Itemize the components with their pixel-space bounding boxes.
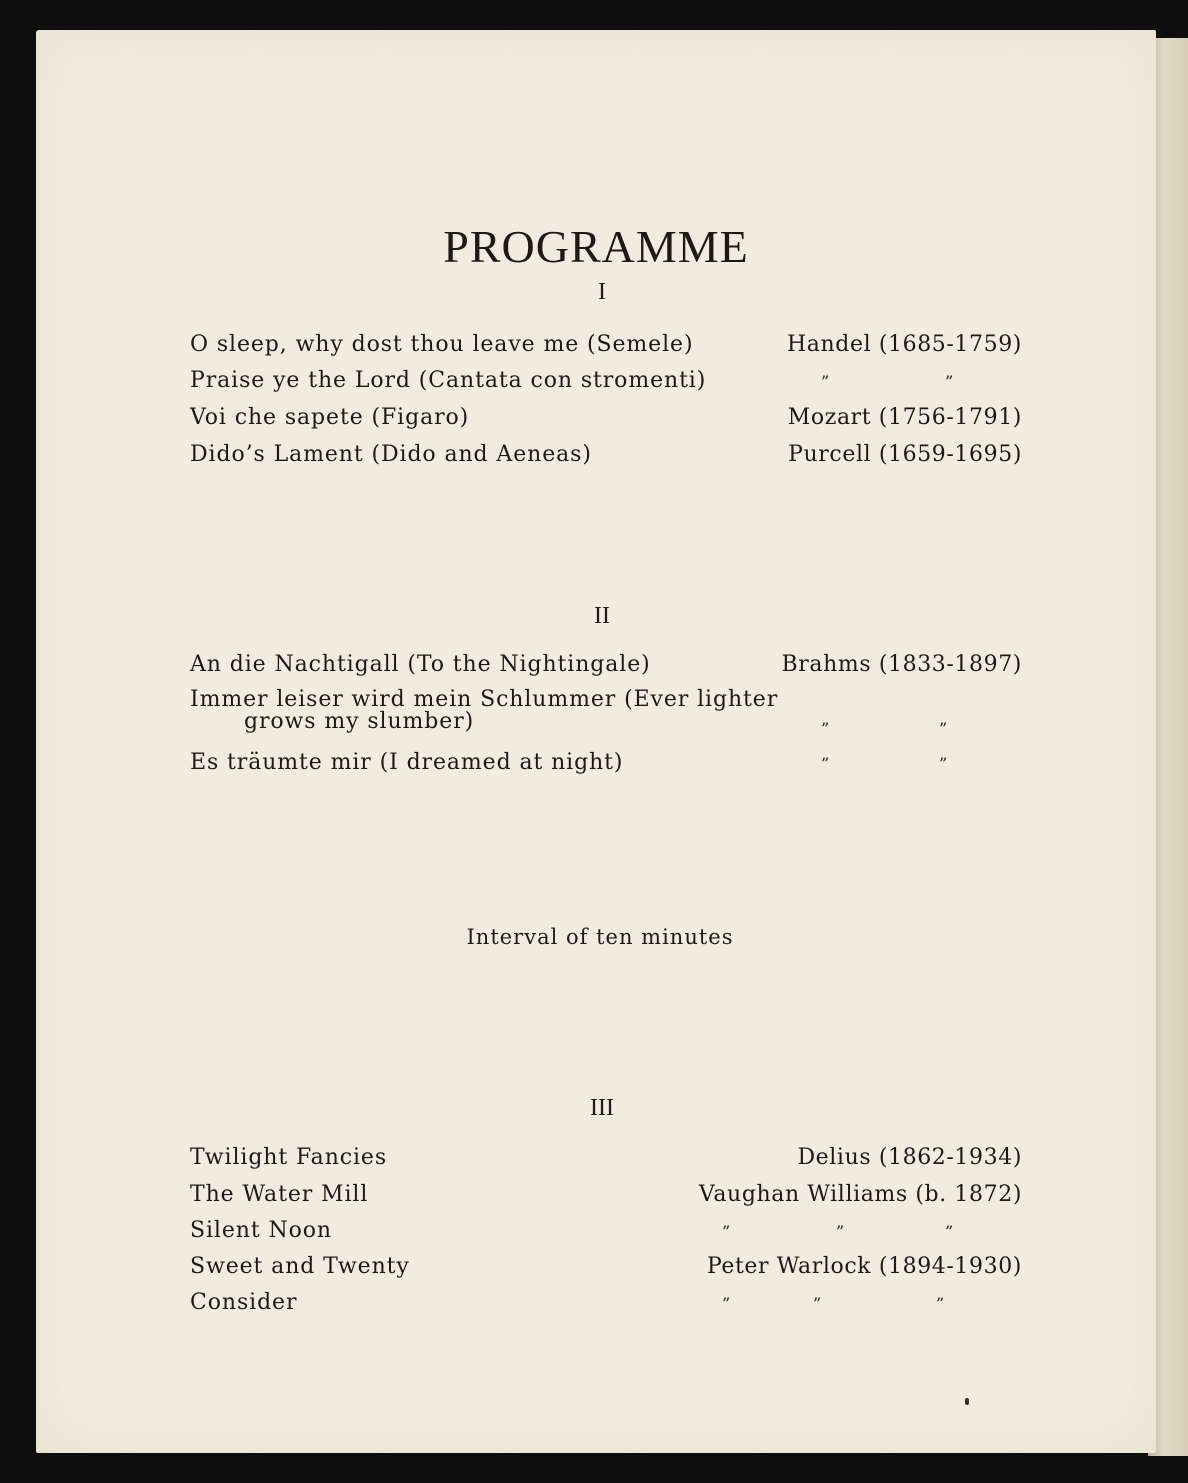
- song-title-line-2: grows my slumber): [244, 709, 475, 734]
- composer: Peter Warlock (1894-1930): [706, 1254, 1022, 1279]
- ditto-mark: ”: [945, 1222, 954, 1241]
- song-title: Praise ye the Lord (Cantata con stromenti): [190, 368, 707, 393]
- programme-item: [190, 1180, 1022, 1216]
- song-title: Es träumte mir (I dreamed at night): [190, 750, 624, 775]
- ditto-mark: ”: [945, 372, 954, 391]
- programme-item: [190, 1252, 1022, 1288]
- ditto-mark: ”: [836, 1222, 845, 1241]
- ditto-mark: ”: [813, 1294, 822, 1313]
- programme-item: [190, 1143, 1022, 1179]
- song-title: Silent Noon: [190, 1218, 332, 1243]
- ditto-mark: ”: [936, 1294, 945, 1313]
- page-title: PROGRAMME: [443, 221, 749, 272]
- ditto-mark: ”: [821, 754, 830, 773]
- paper-speck: [965, 1398, 969, 1405]
- programme-item: [190, 689, 1022, 737]
- programme-item: [190, 366, 1022, 402]
- song-title: The Water Mill: [190, 1182, 369, 1207]
- section-number-iii: III: [590, 1095, 614, 1121]
- composer: Mozart (1756-1791): [787, 405, 1022, 430]
- song-title-line-1: Immer leiser wird mein Schlummer (Ever lighter: [190, 687, 779, 712]
- composer: Vaughan Williams (b. 1872): [698, 1182, 1022, 1207]
- ditto-mark: ”: [722, 1294, 731, 1313]
- ditto-mark: ”: [722, 1222, 731, 1241]
- ditto-mark: ”: [821, 719, 830, 738]
- programme-item: [190, 1216, 1022, 1252]
- ditto-mark: ”: [821, 372, 830, 391]
- song-title: Consider: [190, 1290, 298, 1315]
- section-number-ii: II: [594, 603, 610, 629]
- programme-item: [190, 650, 1022, 686]
- song-title: Voi che sapete (Figaro): [190, 405, 470, 430]
- song-title: Twilight Fancies: [190, 1145, 388, 1170]
- song-title: [190, 689, 830, 733]
- composer: Delius (1862-1934): [797, 1145, 1022, 1170]
- composer: Handel (1685-1759): [787, 332, 1022, 357]
- section-number-i: I: [598, 279, 606, 305]
- song-title: Sweet and Twenty: [190, 1254, 410, 1279]
- programme-item: [190, 403, 1022, 439]
- programme-item: [190, 330, 1022, 366]
- song-title: O sleep, why dost thou leave me (Semele): [190, 332, 694, 357]
- ditto-mark: ”: [939, 719, 948, 738]
- programme-page: [36, 30, 1156, 1453]
- programme-item: [190, 1288, 1022, 1324]
- interval-note: Interval of ten minutes: [466, 925, 734, 949]
- programme-item: [190, 748, 1022, 784]
- song-title: Dido’s Lament (Dido and Aeneas): [190, 442, 592, 467]
- composer: Brahms (1833-1897): [781, 652, 1022, 677]
- programme-item: [190, 440, 1022, 476]
- composer: Purcell (1659-1695): [788, 442, 1022, 467]
- ditto-mark: ”: [939, 754, 948, 773]
- song-title: An die Nachtigall (To the Nightingale): [190, 652, 651, 677]
